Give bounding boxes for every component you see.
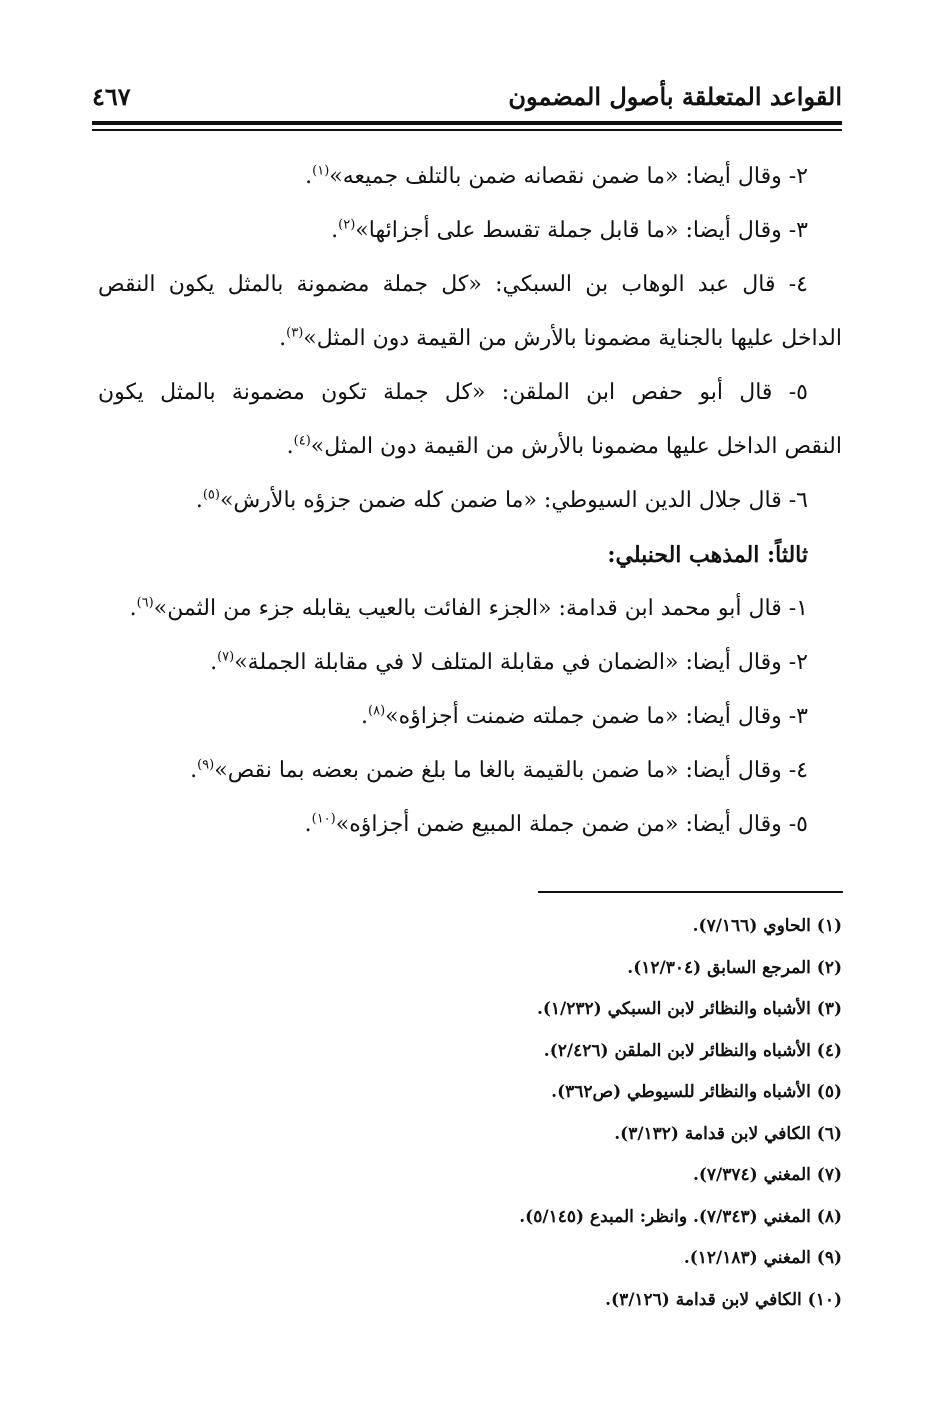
line-text: ٦- قال جلال الدين السيوطي: «ما ضمن كله ضمن جزؤه بالأرش» — [219, 488, 808, 513]
line-text: ٣- وقال أيضا: «ما قابل جملة تقسط على أجزائها» — [355, 218, 808, 243]
header-rule-thick — [92, 121, 842, 125]
footnote: (٨) المغني (٧/٣٤٣). وانظر: المبدع (٥/١٤٥). — [519, 1206, 842, 1227]
footnote-separator — [538, 891, 843, 893]
body-line — [98, 798, 842, 852]
footnote-reference: (٢) — [338, 217, 356, 233]
footnotes — [300, 906, 842, 1321]
header-rule-thin — [92, 129, 842, 131]
line-text: ٣- وقال أيضا: «ما ضمن جملته ضمنت أجزاؤه» — [385, 704, 808, 729]
footnote-reference: (٨) — [368, 703, 386, 719]
body-line — [98, 366, 842, 420]
body-line — [98, 690, 842, 744]
line-text: ٥- قال أبو حفص ابن الملقن: «كل جملة تكون مضمونة بالمثل يكون — [98, 380, 808, 405]
page-number: ٤٦٧ — [92, 82, 131, 111]
footnote-reference: (١٠) — [311, 811, 336, 827]
line-end-punctuation: . — [129, 596, 137, 621]
footnote: (٢) المرجع السابق (١٢/٣٠٤). — [627, 957, 842, 978]
footnote-reference: (٧) — [217, 649, 235, 665]
line-end-punctuation: . — [304, 812, 312, 837]
line-text: ٥- وقال أيضا: «من ضمن جملة المبيع ضمن أجزاؤه» — [335, 812, 808, 837]
section-heading — [98, 528, 842, 582]
footnote: (٤) الأشباه والنظائر لابن الملقن (٢/٤٢٦). — [543, 1040, 842, 1061]
body-line — [98, 204, 842, 258]
footnote: (١٠) الكافي لابن قدامة (٣/١٢٦). — [605, 1289, 842, 1310]
line-text: الداخل عليها بالجناية مضمونا بالأرش من القيمة دون المثل» — [303, 326, 842, 351]
footnote: (٦) الكافي لابن قدامة (٣/١٣٢). — [614, 1123, 842, 1144]
body-line — [98, 420, 842, 474]
footnote-reference: (٥) — [202, 487, 220, 503]
running-title: القواعد المتعلقة بأصول المضمون — [508, 82, 842, 111]
line-end-punctuation: . — [190, 758, 198, 783]
footnote-reference: (٩) — [197, 757, 215, 773]
line-text: ١- قال أبو محمد ابن قدامة: «الجزء الفائت بالعيب يقابله جزء من الثمن» — [153, 596, 808, 621]
page-header — [92, 80, 842, 124]
body-text — [98, 150, 842, 852]
line-text: ٤- وقال أيضا: «ما ضمن بالقيمة بالغا ما بلغ ضمن بعضه بما نقص» — [214, 758, 808, 783]
footnote-reference: (٣) — [286, 325, 304, 341]
footnote-reference: (٤) — [293, 433, 311, 449]
body-line — [98, 312, 842, 366]
line-end-punctuation: . — [331, 218, 339, 243]
footnote-reference: (١) — [312, 163, 330, 179]
line-text: ٢- وقال أيضا: «ما ضمن نقصانه ضمن بالتلف جميعه» — [329, 164, 808, 189]
footnote: (٥) الأشباه والنظائر للسيوطي (ص٣٦٢). — [551, 1082, 842, 1102]
footnote: (٣) الأشباه والنظائر لابن السبكي (١/٢٣٢). — [536, 999, 842, 1019]
body-line — [98, 258, 842, 312]
line-text: ٢- وقال أيضا: «الضمان في مقابلة المتلف لا في مقابلة الجملة» — [234, 650, 808, 675]
body-line — [98, 474, 842, 528]
line-text: ٤- قال عبد الوهاب بن السبكي: «كل جملة مضمونة بالمثل يكون النقص — [98, 272, 808, 297]
line-text: ثالثاً: المذهب الحنبلي: — [607, 542, 808, 568]
line-end-punctuation: . — [305, 164, 313, 189]
footnote-reference: (٦) — [136, 595, 154, 611]
body-line — [98, 744, 842, 798]
line-end-punctuation: . — [361, 704, 369, 729]
footnote: (٩) المغني (١٢/١٨٣). — [683, 1248, 842, 1268]
line-text: النقص الداخل عليها مضمونا بالأرش من القيمة دون المثل» — [310, 434, 842, 459]
footnote: (١) الحاوي (٧/١٦٦). — [692, 916, 842, 936]
line-end-punctuation: . — [195, 488, 203, 513]
footnote: (٧) المغني (٧/٣٧٤). — [692, 1165, 842, 1185]
body-line — [98, 636, 842, 690]
line-end-punctuation: . — [210, 650, 218, 675]
line-end-punctuation: . — [286, 434, 294, 459]
body-line — [98, 150, 842, 204]
line-end-punctuation: . — [279, 326, 287, 351]
body-line — [98, 582, 842, 636]
